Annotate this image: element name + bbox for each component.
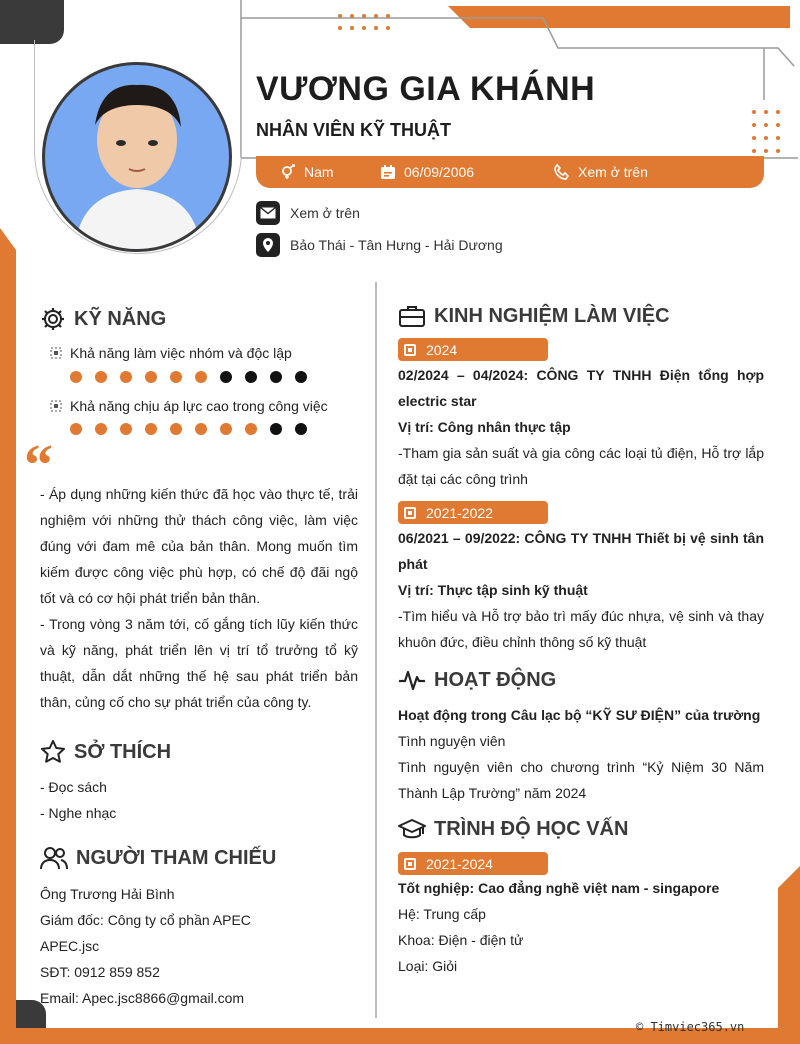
reference-line: Ông Trương Hải Bình [40,886,175,902]
avatar [42,62,232,252]
rating-dot-filled [245,423,257,435]
rating-dot-filled [195,371,207,383]
rating-dot-filled [145,371,157,383]
experience-heading: 06/2021 – 09/2022: CÔNG TY TNHH Thiết bị vệ sinh tân phát [398,530,764,572]
hobby-item: - Đọc sách [40,779,107,795]
calendar-icon [380,164,396,180]
graduation-cap-icon [398,817,426,841]
education-title-text: TRÌNH ĐỘ HỌC VẤN [434,817,629,840]
reference-line: Email: Apec.jsc8866@gmail.com [40,990,245,1006]
calendar-icon [404,507,416,519]
education-line: Khoa: Điện - điện tử [398,932,524,948]
activities-section-title [398,668,556,692]
rating-dot-filled [145,423,157,435]
objective-paragraph: - Trong vòng 3 năm tới, cố gắng tích lũy kiến thức và kỹ năng, phát triển lên vị trí tổ trưởng tổ kỹ thuật, dẫn dắt những thế hệ sau phát triển bản thân, củng cố cho sự phát triển của công ty. [40,616,358,710]
skill-rating [70,423,307,435]
education-line: Loại: Giỏi [398,958,458,974]
rating-dot-filled [195,423,207,435]
rating-dot-empty [220,371,232,383]
footer-watermark: © Timviec365.vn [636,1020,745,1034]
rating-dot-empty [270,371,282,383]
experience-section-title [398,304,670,328]
experience-entry [398,525,764,655]
objective-paragraph: - Áp dụng những kiến thức đã học vào thực tế, trải nghiệm với những thử thách công việc, làm việc đúng với đam mê của bản thân. Mong muốn tìm kiếm được công việc phù hợp, có chế độ đãi ngộ tốt và có cơ hội phát triển bản thân. [40,486,358,606]
activity-description: Tình nguyện viên cho chương trình “Kỷ Niệm 30 Năm Thành Lập Trường” năm 2024 [398,759,764,801]
year-text: 2024 [426,341,458,358]
rating-dot-filled [70,423,82,435]
rating-dot-filled [120,423,132,435]
address-text: Bảo Thái - Tân Hưng - Hải Dương [290,237,503,253]
rating-dot-empty [295,371,307,383]
personal-info-bar [256,156,764,188]
education-section-title [398,817,628,841]
calendar-icon [404,858,416,870]
activity-role: Tình nguyện viên [398,733,506,749]
address-row [256,233,503,257]
references-title-text: NGƯỜI THAM CHIẾU [76,846,277,869]
rating-dot-empty [295,423,307,435]
rating-dot-filled [95,423,107,435]
right-accent-stripe [778,866,800,1044]
quote-mark-icon: “ [24,432,53,497]
hobbies-title-text: SỞ THÍCH [74,740,172,763]
rating-dot-filled [70,371,82,383]
job-title: NHÂN VIÊN KỸ THUẬT [256,120,452,140]
skill-label: Khả năng chịu áp lực cao trong công việc [70,398,328,414]
experience-description: -Tìm hiểu và Hỗ trợ bảo trì mấy đúc nhựa, vệ sinh và thay khuôn đức, điều chỉnh thông số kỹ thuật [398,608,764,650]
reference-details [40,881,251,1011]
rating-dot-filled [170,423,182,435]
users-icon [40,846,68,870]
phone-info [554,164,648,180]
gear-icon [40,306,66,332]
candidate-name: VƯƠNG GIA KHÁNH [256,70,596,108]
activities-title-text: HOẠT ĐỘNG [434,668,557,691]
mail-icon [256,201,280,225]
experience-heading: 02/2024 – 04/2024: CÔNG TY TNHH Điện tổng hợp electric star [398,367,764,409]
location-pin-icon [256,233,280,257]
phone-icon [554,164,570,180]
rating-dot-filled [220,423,232,435]
calendar-icon [404,344,416,356]
year-badge [398,501,548,524]
dot-grid-decoration-top [338,14,390,30]
email-row [256,201,360,225]
hobby-item: - Nghe nhạc [40,805,117,821]
skills-title-text: KỸ NĂNG [74,307,167,330]
activity-entry [398,702,764,806]
career-objective [40,481,358,715]
phone-text: Xem ở trên [578,164,648,180]
education-line: Hệ: Trung cấp [398,906,486,922]
year-text: 2021-2022 [426,504,493,521]
year-badge [398,852,548,875]
column-divider [375,282,377,1018]
corner-decoration-top-left [0,0,64,44]
gender-text: Nam [304,164,334,180]
birthdate-info [380,164,474,180]
skills-section-title [40,306,166,332]
skill-item [50,345,292,361]
birthdate-text: 06/09/2006 [404,164,475,180]
activity-pulse-icon [398,668,426,692]
experience-title-text: KINH NGHIỆM LÀM VIỆC [434,304,670,327]
skill-item [50,398,328,414]
rating-dot-filled [170,371,182,383]
left-accent-stripe [0,228,16,1044]
experience-description: -Tham gia sản suất và gia công các loại tủ điện, Hỗ trợ lắp đặt tại các công trình [398,445,764,487]
briefcase-icon [398,304,426,328]
star-icon [40,739,66,765]
hobbies-section-title [40,739,171,765]
skill-rating [70,371,307,383]
rating-dot-empty [245,371,257,383]
rating-dot-empty [270,423,282,435]
reference-line: SĐT: 0912 859 852 [40,964,160,980]
activity-heading: Hoạt động trong Câu lạc bộ “KỸ SƯ ĐIỆN” của trường [398,707,761,723]
skill-label: Khả năng làm việc nhóm và độc lập [70,345,292,361]
experience-entry [398,362,764,492]
email-text: Xem ở trên [290,205,360,221]
reference-line: Giám đốc: Công ty cổ phần APEC [40,912,251,928]
hobbies-list [40,774,116,826]
experience-position: Vị trí: Thực tập sinh kỹ thuật [398,582,588,598]
references-section-title [40,846,276,870]
gender-icon [280,164,296,180]
rating-dot-filled [120,371,132,383]
dot-grid-decoration-right [752,110,780,153]
bullet-icon [50,347,62,359]
reference-line: APEC.jsc [40,938,100,954]
bullet-icon [50,400,62,412]
experience-position: Vị trí: Công nhân thực tập [398,419,571,435]
gender-info [280,164,334,180]
education-entry [398,875,764,979]
year-text: 2021-2024 [426,855,493,872]
year-badge [398,338,548,361]
rating-dot-filled [95,371,107,383]
education-heading: Tốt nghiệp: Cao đẳng nghề việt nam - singapore [398,880,720,896]
